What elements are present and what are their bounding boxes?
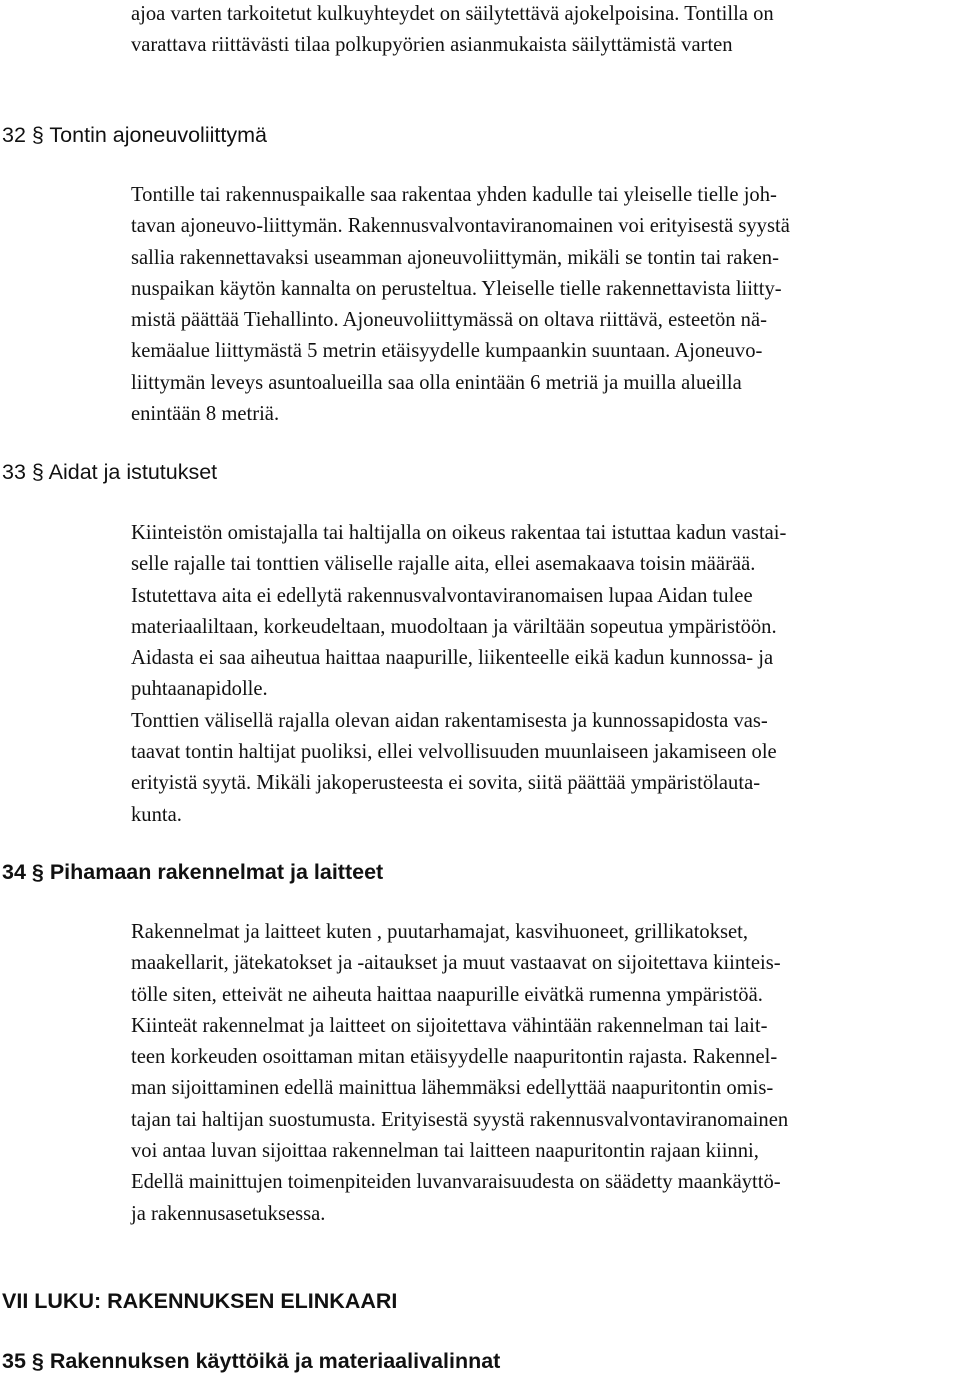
text-line: Tontille tai rakennuspaikalle saa rakentaa yhden kadulle tai yleiselle tielle joh-: [131, 184, 777, 206]
text-line: tavan ajoneuvo-liittymän. Rakennusvalvontaviranomainen voi erityisestä syystä: [131, 215, 790, 238]
section-35-heading: 35 § Rakennuksen käyttöikä ja materiaalivalinnat: [2, 1349, 501, 1373]
text-line: maakellarit, jätekatokset ja -aitaukset ja muut vastaavat on sijoitettava kiinteis-: [131, 952, 781, 975]
text-line: nuspaikan käytön kannalta on perusteltua. Yleiselle tielle rakennettavista liitty-: [131, 277, 782, 300]
text-line: voi antaa luvan sijoittaa rakennelman tai laitteen naapuritontin rajaan kiinni,: [131, 1140, 759, 1163]
text-line: Istutettava aita ei edellytä rakennusvalvontaviranomaisen lupaa Aidan tulee: [131, 584, 753, 607]
text-line: Kiinteistön omistajalla tai haltijalla on oikeus rakentaa tai istuttaa kadun vastai-: [131, 522, 787, 544]
text-line: puhtaanapidolle.: [131, 678, 268, 701]
text-line: tölle siten, etteivät ne aiheuta haittaa naapurille eivätkä rumenna ympäristöä.: [131, 983, 763, 1006]
text-line: ajoa varten tarkoitetut kulkuyhteydet on säilytettävä ajokelpoisina. Tontilla on: [131, 3, 774, 25]
text-line: erityistä syytä. Mikäli jakoperusteesta ei sovita, siitä päättää ympäristölauta-: [131, 772, 761, 795]
text-line: liittymän leveys asuntoalueilla saa olla enintään 6 metriä ja muilla alueilla: [131, 371, 742, 394]
text-line: mistä päättää Tiehallinto. Ajoneuvoliittymässä on oltava riittävä, esteetön nä-: [131, 309, 767, 332]
text-line: teen korkeuden osoittaman mitan etäisyydelle naapuritontin rajasta. Rakennel-: [131, 1046, 778, 1069]
text-line: man sijoittaminen edellä mainittua lähemmäksi edellyttää naapuritontin omis-: [131, 1077, 774, 1100]
text-line: materiaaliltaan, korkeudeltaan, muodoltaan ja väriltään sopeutua ympäristöön.: [131, 615, 777, 638]
intro-paragraph: [131, 0, 946, 62]
text-line: Aidasta ei saa aiheutua haittaa naapurille, liikenteelle eikä kadun kunnossa- ja: [131, 647, 774, 670]
text-line: ja rakennusasetuksessa.: [131, 1202, 326, 1225]
text-line: Edellä mainittujen toimenpiteiden luvanvaraisuudesta on säädetty maankäyttö-: [131, 1171, 781, 1194]
section-32-heading: 32 § Tontin ajoneuvoliittymä: [2, 123, 267, 147]
chapter-7-heading: VII LUKU: RAKENNUKSEN ELINKAARI: [2, 1289, 398, 1313]
section-34-paragraph: [131, 917, 946, 1230]
text-line: varattava riittävästi tilaa polkupyörien asianmukaista säilyttämistä varten: [131, 34, 733, 57]
section-32-paragraph: [131, 180, 946, 430]
text-line: kemäalue liittymästä 5 metrin etäisyydelle kumpaankin suuntaan. Ajoneuvo-: [131, 340, 763, 363]
section-34-heading: 34 § Pihamaan rakennelmat ja laitteet: [2, 860, 384, 884]
text-line: enintään 8 metriä.: [131, 403, 280, 426]
text-line: kunta.: [131, 803, 182, 826]
text-line: tajan tai haltijan suostumusta. Erityisestä syystä rakennusvalvontaviranomainen: [131, 1108, 789, 1131]
text-line: Kiinteät rakennelmat ja laitteet on sijoitettava vähintään rakennelman tai lait-: [131, 1014, 768, 1037]
text-line: Tonttien välisellä rajalla olevan aidan rakentamisesta ja kunnossapidosta vas-: [131, 709, 768, 732]
text-line: selle rajalle tai tonttien väliselle rajalle aita, ellei asemakaava toisin määrää.: [131, 553, 756, 576]
text-line: taavat tontin haltijat puoliksi, ellei velvollisuuden muunlaiseen jakamiseen ole: [131, 741, 777, 764]
section-33-heading: 33 § Aidat ja istutukset: [2, 460, 218, 484]
section-33-paragraph: [131, 518, 946, 831]
text-line: sallia rakennettavaksi useamman ajoneuvoliittymän, mikäli se tontin tai raken-: [131, 246, 779, 269]
text-line: Rakennelmat ja laitteet kuten , puutarhamajat, kasvihuoneet, grillikatokset,: [131, 921, 749, 943]
